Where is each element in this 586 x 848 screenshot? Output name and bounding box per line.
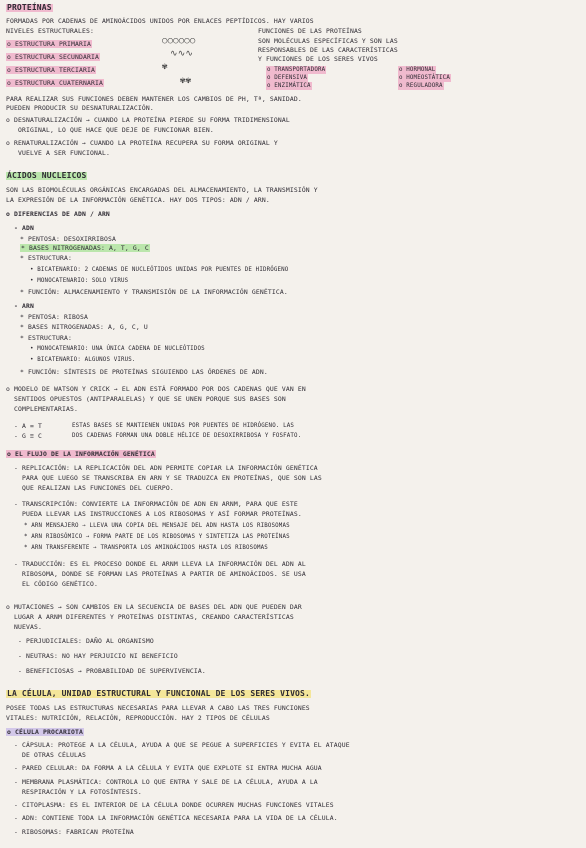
note-line: • MONOCATENARIO: UNA ÚNICA CADENA DE NUCLEÓTIDOS <box>30 346 205 352</box>
note-line: VUELVE A SER FUNCIONAL. <box>18 149 110 157</box>
note-line: o ESTRUCTURA PRIMARIA <box>7 40 91 48</box>
note-line: - ADN: CONTIENE TODA LA INFORMACIÓN GENÉTICA NECESARIA PARA LA VIDA DE LA CÉLULA. <box>14 814 338 822</box>
note-line: o RENATURALIZACIÓN → CUANDO LA PROTEÍNA RECUPERA SU FORMA ORIGINAL Y <box>6 139 278 147</box>
note-line: LUGAR A ARNM DIFERENTES Y PROTEÍNAS DISTINTAS, CREANDO CARACTERÍSTICAS <box>14 613 294 621</box>
note-line: COMPLEMENTARIAS. <box>14 405 78 413</box>
note-line: RESPIRACIÓN Y LA FOTOSÍNTESIS. <box>22 788 142 796</box>
note-line: o CÉLULA PROCARIOTA <box>7 728 83 736</box>
note-line: - TRADUCCIÓN: ES EL PROCESO DONDE EL ARNM LLEVA LA INFORMACIÓN DEL ADN AL <box>14 560 306 568</box>
note-line: * ESTRUCTURA: <box>20 254 72 262</box>
note-line: LA CÉLULA, UNIDAD ESTRUCTURAL Y FUNCIONAL DE LOS SERES VIVOS. <box>7 689 310 698</box>
note-line: RIBOSOMA, DONDE SE FORMAN LAS PROTEÍNAS A PARTIR DE AMINOÁCIDOS. SE USA <box>22 570 306 578</box>
note-line: NIVELES ESTRUCTURALES: <box>6 27 94 35</box>
note-line: SON MOLÉCULAS ESPECÍFICAS Y SON LAS <box>258 37 398 45</box>
note-line: • BICATENARIO: ALGUNOS VIRUS. <box>30 357 136 363</box>
note-line: o ENZIMÁTICA <box>267 83 311 89</box>
note-line: - CITOPLASMA: ES EL INTERIOR DE LA CÉLULA DONDE OCURREN MUCHAS FUNCIONES VITALES <box>14 801 334 809</box>
note-line: o HOMEOSTÁTICA <box>399 75 450 81</box>
note-line: o MODELO DE WATSON Y CRICK → EL ADN ESTÁ FORMADO POR DOS CADENAS QUE VAN EN <box>6 385 306 393</box>
note-line: - G ≡ C <box>14 432 42 440</box>
note-line: PROTEÍNAS <box>7 3 52 12</box>
note-line: ÁCIDOS NUCLEICOS <box>7 171 87 180</box>
note-line: PUEDA LLEVAR LAS INSTRUCCIONES A LOS RIBOSOMAS Y ASÍ FORMAR PROTEÍNAS. <box>22 510 302 518</box>
note-line: ORIGINAL, LO QUE HACE QUE DEJE DE FUNCIONAR BIEN. <box>18 126 214 134</box>
note-line: o REGULADORA <box>399 83 443 89</box>
note-line: - PERJUDICIALES: DAÑO AL ORGANISMO <box>18 637 154 645</box>
note-line: DE OTRAS CÉLULAS <box>22 751 86 759</box>
note-line: * ESTRUCTURA: <box>20 334 72 342</box>
note-line: EL CÓDIGO GENÉTICO. <box>22 580 98 588</box>
note-line: - PARED CELULAR: DA FORMA A LA CÉLULA Y EVITA QUE EXPLOTE SI ENTRA MUCHA AGUA <box>14 764 322 772</box>
note-line: - BENEFICIOSAS → PROBABILIDAD DE SUPERVIVENCIA. <box>18 667 206 675</box>
note-line: SON LAS BIOMOLÉCULAS ORGÁNICAS ENCARGADAS DEL ALMACENAMIENTO, LA TRANSMISIÓN Y <box>6 186 318 194</box>
note-line: o EL FLUJO DE LA INFORMACIÓN GENÉTICA <box>7 450 155 458</box>
note-line: * BASES NITROGENADAS: A, G, C, U <box>20 323 148 331</box>
note-line: * PENTOSA: DESOXIRRIBOSA <box>20 235 116 243</box>
note-line: SENTIDOS OPUESTOS (ANTIPARALELAS) Y QUE SE UNEN PORQUE SUS BASES SON <box>14 395 286 403</box>
note-line: - A = T <box>14 422 42 430</box>
note-line: PARA REALIZAR SUS FUNCIONES DEBEN MANTENER LOS CAMBIOS DE PH, Tª, SANIDAD. <box>6 95 302 103</box>
note-line: o ESTRUCTURA CUATERNARIA <box>7 79 103 87</box>
note-line: o HORMONAL <box>399 67 436 73</box>
note-line: FORMADAS POR CADENAS DE AMINOÁCIDOS UNIDOS POR ENLACES PEPTÍDICOS. HAY VARIOS <box>6 17 314 25</box>
note-line: o DEFENSIVA <box>267 75 308 81</box>
note-line: o ESTRUCTURA TERCIARIA <box>7 66 95 74</box>
note-line: FUNCIONES DE LAS PROTEÍNAS <box>258 27 362 35</box>
note-line: * ARN MENSAJERO → LLEVA UNA COPIA DEL MENSAJE DEL ADN HASTA LOS RIBOSOMAS <box>24 523 290 529</box>
note-line: DOS CADENAS FORMAN UNA DOBLE HÉLICE DE DESOXIRRIBOSA Y FOSFATO. <box>72 433 302 439</box>
note-line: ESTAS BASES SE MANTIENEN UNIDAS POR PUENTES DE HIDRÓGENO. LAS <box>72 423 295 429</box>
note-line: * PENTOSA: RIBOSA <box>20 313 88 321</box>
note-line: o DIFERENCIAS DE ADN / ARN <box>6 210 110 218</box>
note-line: NUEVAS. <box>14 623 42 631</box>
note-line: - CÁPSULA: PROTEGE A LA CÉLULA, AYUDA A QUE SE PEGUE A SUPERFICIES Y EVITA EL ATAQUE <box>14 741 350 749</box>
note-line: RESPONSABLES DE LAS CARACTERÍSTICAS <box>258 46 398 54</box>
note-line: - NEUTRAS: NO HAY PERJUICIO NI BENEFICIO <box>18 652 178 660</box>
secondary-structure-doodle: ∿∿∿ <box>170 49 194 59</box>
note-line: PARA QUE LUEGO SE TRANSCRIBA EN ARN Y SE TRADUZCA EN PROTEÍNAS, QUE SON LAS <box>22 474 322 482</box>
note-line: * FUNCIÓN: SÍNTESIS DE PROTEÍNAS SIGUIENDO LAS ÓRDENES DE ADN. <box>20 368 268 376</box>
tertiary-structure-doodle: ✾ <box>162 62 168 72</box>
note-line: o ESTRUCTURA SECUNDARIA <box>7 53 99 61</box>
note-line: • MONOCATENARIO: SOLO VIRUS <box>30 278 129 284</box>
note-line: Y FUNCIONES DE LOS SERES VIVOS <box>258 55 378 63</box>
note-line: - MEMBRANA PLASMÁTICA: CONTROLA LO QUE ENTRA Y SALE DE LA CÉLULA, AYUDA A LA <box>14 778 318 786</box>
note-line: - ARN <box>14 302 34 310</box>
note-line: * BASES NITROGENADAS: A, T, G, C <box>21 244 149 252</box>
note-line: * FUNCIÓN: ALMACENAMIENTO Y TRANSMISIÓN DE LA INFORMACIÓN GENÉTICA. <box>20 288 288 296</box>
note-line: - TRANSCRIPCIÓN: CONVIERTE LA INFORMACIÓN DE ADN EN ARNM, PARA QUE ESTE <box>14 500 298 508</box>
note-line: o MUTACIONES → SON CAMBIOS EN LA SECUENCIA DE BASES DEL ADN QUE PUEDEN DAR <box>6 603 302 611</box>
note-line: o DESNATURALIZACIÓN → CUANDO LA PROTEÍNA PIERDE SU FORMA TRIDIMENSIONAL <box>6 116 290 124</box>
primary-structure-doodle: ○○○○○○ <box>162 36 196 46</box>
note-line: - RIBOSOMAS: FABRICAN PROTEÍNA <box>14 828 134 836</box>
note-line: * ARN TRANSFERENTE → TRANSPORTA LOS AMINOÁCIDOS HASTA LOS RIBOSOMAS <box>24 545 268 551</box>
note-line: * ARN RIBOSÓMICO → FORMA PARTE DE LOS RIBOSOMAS Y SINTETIZA LAS PROTEÍNAS <box>24 534 290 540</box>
note-line: POSEE TODAS LAS ESTRUCTURAS NECESARIAS PARA LLEVAR A CABO LAS TRES FUNCIONES <box>6 704 310 712</box>
note-line: • BICATENARIO: 2 CADENAS DE NUCLEÓTIDOS UNIDAS POR PUENTES DE HIDRÓGENO <box>30 267 289 273</box>
note-line: PUEDEN PRODUCIR SU DESNATURALIZACIÓN. <box>6 104 154 112</box>
quaternary-structure-doodle: ✾✾ <box>180 76 192 86</box>
note-line: QUE REALIZAN LAS FUNCIONES DEL CUERPO. <box>22 484 174 492</box>
note-line: o TRANSPORTADORA <box>267 67 326 73</box>
note-line: - REPLICACIÓN: LA REPLICACIÓN DEL ADN PERMITE COPIAR LA INFORMACIÓN GENÉTICA <box>14 464 318 472</box>
note-line: - ADN <box>14 224 34 232</box>
note-line: VITALES: NUTRICIÓN, RELACIÓN, REPRODUCCIÓN. HAY 2 TIPOS DE CÉLULAS <box>6 714 270 722</box>
note-line: LA EXPRESIÓN DE LA INFORMACIÓN GENÉTICA. HAY DOS TIPOS: ADN / ARN. <box>6 196 270 204</box>
